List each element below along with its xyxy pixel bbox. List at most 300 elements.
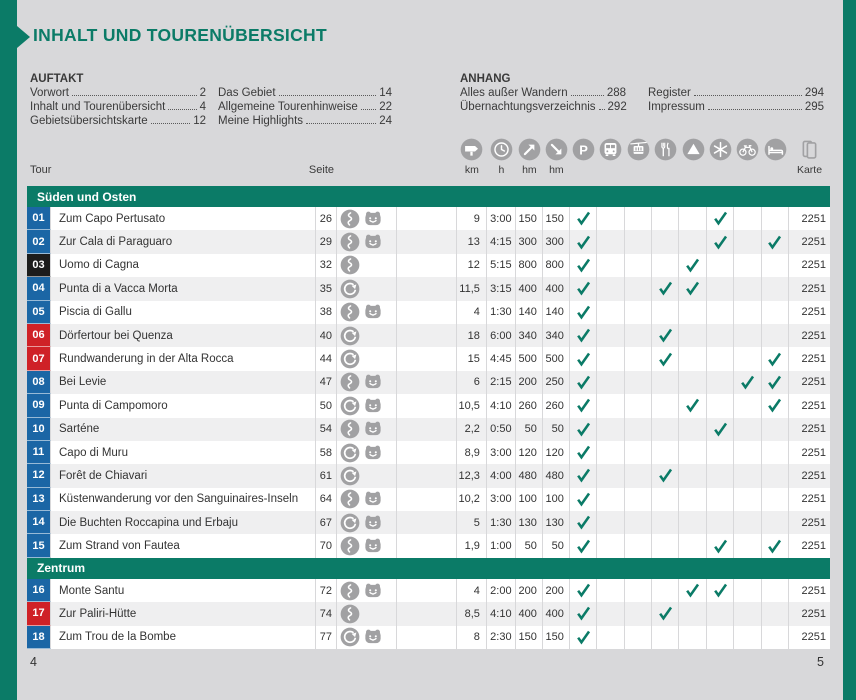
checkmark-icon <box>576 539 591 554</box>
tour-descent: 140 <box>543 301 570 324</box>
trail-route-icon <box>340 419 360 439</box>
tour-number-badge: 04 <box>27 277 51 300</box>
check-bicycle <box>734 301 761 324</box>
checkmark-icon <box>713 211 728 226</box>
check-parking <box>570 534 597 557</box>
toc-dot-leader <box>361 109 376 110</box>
check-mountain <box>679 418 706 441</box>
tour-ascent: 400 <box>516 277 543 300</box>
trail-route-icon <box>340 255 360 275</box>
family-icon <box>363 209 383 229</box>
check-mountain <box>679 277 706 300</box>
tour-map-number: 2251 <box>801 584 826 597</box>
loop-route-icon <box>340 627 360 647</box>
tour-map-number: 2251 <box>801 423 826 436</box>
tour-ascent: 100 <box>516 488 543 511</box>
arrow-up-right-icon <box>518 138 541 163</box>
check-bed <box>762 371 789 394</box>
toc-item-label: Alles außer Wandern <box>460 87 568 99</box>
table-section <box>27 186 830 558</box>
check-bus <box>597 626 624 649</box>
restaurant-icon <box>654 138 677 163</box>
tour-map-number: 2251 <box>801 306 826 319</box>
tour-ascent: 150 <box>516 626 543 649</box>
check-cable-car <box>625 602 652 625</box>
check-mountain <box>679 626 706 649</box>
check-bicycle <box>734 207 761 230</box>
column-unit-label: hm <box>522 164 537 176</box>
spacer-cell <box>397 626 457 649</box>
checkmark-icon <box>576 305 591 320</box>
checkmark-icon <box>713 235 728 250</box>
check-bus <box>597 347 624 370</box>
column-cable-car <box>625 136 652 178</box>
tour-type-icons <box>337 394 397 417</box>
tour-descent: 150 <box>543 207 570 230</box>
tour-name: Punta di Campomoro <box>51 394 316 417</box>
check-restaurant <box>652 230 679 253</box>
tour-page: 70 <box>316 534 337 557</box>
check-bus <box>597 534 624 557</box>
spacer-cell <box>397 418 457 441</box>
tour-ascent: 260 <box>516 394 543 417</box>
table-row <box>27 579 830 602</box>
tour-page: 74 <box>316 602 337 625</box>
check-mountain <box>679 371 706 394</box>
check-bus <box>597 511 624 534</box>
table-row <box>27 394 830 417</box>
loop-route-icon <box>340 513 360 533</box>
tour-km: 13 <box>457 230 487 253</box>
check-parking <box>570 626 597 649</box>
tour-descent: 340 <box>543 324 570 347</box>
column-clock <box>487 136 516 178</box>
tour-page: 40 <box>316 324 337 347</box>
check-restaurant <box>652 579 679 602</box>
toc-item <box>30 100 206 114</box>
check-bus <box>597 579 624 602</box>
tour-descent: 250 <box>543 371 570 394</box>
check-parking <box>570 464 597 487</box>
checkmark-icon <box>576 398 591 413</box>
check-bicycle <box>734 488 761 511</box>
tour-km: 12 <box>457 254 487 277</box>
check-bus <box>597 324 624 347</box>
table-row <box>27 347 830 370</box>
toc-item-page: 12 <box>193 115 206 127</box>
trail-route-icon <box>340 232 360 252</box>
toc-dot-leader <box>279 95 377 96</box>
check-restaurant <box>652 277 679 300</box>
snowflake-icon <box>709 138 732 163</box>
tour-page: 54 <box>316 418 337 441</box>
table-row <box>27 441 830 464</box>
tour-ascent: 480 <box>516 464 543 487</box>
toc-group <box>648 72 824 114</box>
tour-km: 5 <box>457 511 487 534</box>
checkmark-icon <box>740 375 755 390</box>
tour-number-badge: 06 <box>27 324 51 347</box>
tour-page: 50 <box>316 394 337 417</box>
loop-route-icon <box>340 279 360 299</box>
tour-duration: 4:15 <box>487 230 516 253</box>
check-bed <box>762 277 789 300</box>
checkmark-icon <box>576 445 591 460</box>
cable-car-icon <box>627 138 650 163</box>
toc-dot-leader <box>306 123 376 124</box>
tour-km: 15 <box>457 347 487 370</box>
checkmark-icon <box>576 328 591 343</box>
check-bicycle <box>734 230 761 253</box>
check-bed <box>762 464 789 487</box>
tour-page: 26 <box>316 207 337 230</box>
tour-name: Monte Santu <box>51 579 316 602</box>
tour-type-icons <box>337 301 397 324</box>
tour-number-badge: 17 <box>27 602 51 625</box>
family-icon <box>363 627 383 647</box>
tour-type-icons <box>337 579 397 602</box>
column-arrow-down-right <box>543 136 570 178</box>
tour-ascent: 120 <box>516 441 543 464</box>
tour-map-number: 2251 <box>801 607 826 620</box>
tour-duration: 3:00 <box>487 207 516 230</box>
check-parking <box>570 394 597 417</box>
tour-name: Die Buchten Roccapina und Erbaju <box>51 511 316 534</box>
tour-name: Zum Capo Pertusato <box>51 207 316 230</box>
table-row <box>27 207 830 230</box>
tour-descent: 50 <box>543 534 570 557</box>
svg-text:P: P <box>579 142 588 158</box>
checkmark-icon <box>576 515 591 530</box>
check-restaurant <box>652 207 679 230</box>
page-number-right: 5 <box>817 655 824 669</box>
tour-column-label: Tour <box>30 164 52 176</box>
spacer-cell <box>397 207 457 230</box>
tour-ascent: 300 <box>516 230 543 253</box>
section-title: Zentrum <box>37 561 85 576</box>
toc-item <box>648 86 824 100</box>
check-bicycle <box>734 626 761 649</box>
tour-page: 61 <box>316 464 337 487</box>
tour-descent: 500 <box>543 347 570 370</box>
toc-item-label: Allgemeine Tourenhinweise <box>218 101 358 113</box>
check-bicycle <box>734 579 761 602</box>
table-row <box>27 511 830 534</box>
tour-page: 32 <box>316 254 337 277</box>
tour-type-icons <box>337 488 397 511</box>
tour-number-badge: 01 <box>27 207 51 230</box>
check-snowflake <box>707 579 734 602</box>
check-mountain <box>679 441 706 464</box>
column-unit-label: km <box>464 164 479 176</box>
tour-type-icons <box>337 534 397 557</box>
tour-number-badge: 13 <box>27 488 51 511</box>
check-bed <box>762 418 789 441</box>
tour-page: 44 <box>316 347 337 370</box>
tour-duration: 2:15 <box>487 371 516 394</box>
check-cable-car <box>625 230 652 253</box>
family-icon <box>363 232 383 252</box>
tour-descent: 130 <box>543 511 570 534</box>
tour-map-number: 2251 <box>801 212 826 225</box>
column-mountain <box>679 136 706 178</box>
toc-dot-leader <box>168 109 196 110</box>
check-restaurant <box>652 534 679 557</box>
check-cable-car <box>625 534 652 557</box>
check-snowflake <box>707 371 734 394</box>
tour-map-number: 2251 <box>801 282 826 295</box>
tour-page: 35 <box>316 277 337 300</box>
toc-item <box>460 100 626 114</box>
trail-route-icon <box>340 372 360 392</box>
checkmark-icon <box>658 468 673 483</box>
check-parking <box>570 418 597 441</box>
tour-duration: 3:00 <box>487 441 516 464</box>
trail-route-icon <box>340 489 360 509</box>
check-bus <box>597 394 624 417</box>
check-bicycle <box>734 347 761 370</box>
tour-descent: 400 <box>543 602 570 625</box>
tour-duration: 0:50 <box>487 418 516 441</box>
toc-item-page: 14 <box>379 87 392 99</box>
toc-group-heading <box>218 72 392 86</box>
check-bicycle <box>734 602 761 625</box>
checkmark-icon <box>767 398 782 413</box>
toc-dot-leader <box>708 109 802 110</box>
toc-group-items <box>30 86 206 128</box>
table-header-icon-columns <box>457 136 830 178</box>
spacer-cell <box>397 324 457 347</box>
check-cable-car <box>625 579 652 602</box>
tour-km: 2,2 <box>457 418 487 441</box>
spacer-cell <box>397 602 457 625</box>
tour-page: 38 <box>316 301 337 324</box>
check-cable-car <box>625 254 652 277</box>
check-parking <box>570 301 597 324</box>
trail-route-icon <box>340 209 360 229</box>
check-parking <box>570 488 597 511</box>
table-row <box>27 626 830 649</box>
check-snowflake <box>707 464 734 487</box>
check-bed <box>762 579 789 602</box>
toc-group-heading: AUFTAKT <box>30 73 84 85</box>
check-bed <box>762 602 789 625</box>
tour-page: 58 <box>316 441 337 464</box>
check-bicycle <box>734 511 761 534</box>
check-bed <box>762 347 789 370</box>
tour-descent: 260 <box>543 394 570 417</box>
toc-item-page: 2 <box>199 87 206 99</box>
tour-type-icons <box>337 441 397 464</box>
checkmark-icon <box>767 539 782 554</box>
check-cable-car <box>625 418 652 441</box>
tour-ascent: 800 <box>516 254 543 277</box>
toc-group-items <box>460 86 626 114</box>
checkmark-icon <box>576 468 591 483</box>
check-mountain <box>679 464 706 487</box>
toc-item-page: 4 <box>199 101 206 113</box>
check-bed <box>762 207 789 230</box>
tour-km: 9 <box>457 207 487 230</box>
tour-type-icons <box>337 418 397 441</box>
check-snowflake <box>707 324 734 347</box>
check-bed <box>762 230 789 253</box>
tour-km: 8,9 <box>457 441 487 464</box>
tour-ascent: 400 <box>516 602 543 625</box>
check-restaurant <box>652 626 679 649</box>
tour-map-number: 2251 <box>801 329 826 342</box>
tour-duration: 6:00 <box>487 324 516 347</box>
tour-ascent: 50 <box>516 418 543 441</box>
spacer-cell <box>397 371 457 394</box>
check-bed <box>762 301 789 324</box>
table-row <box>27 254 830 277</box>
check-snowflake <box>707 230 734 253</box>
checkmark-icon <box>685 281 700 296</box>
toc-item-label: Meine Highlights <box>218 115 304 127</box>
spacer-cell <box>397 230 457 253</box>
check-snowflake <box>707 347 734 370</box>
check-snowflake <box>707 301 734 324</box>
check-parking <box>570 441 597 464</box>
toc-dot-leader <box>571 95 604 96</box>
toc-group-heading <box>648 72 824 86</box>
check-restaurant <box>652 347 679 370</box>
tour-duration: 2:00 <box>487 579 516 602</box>
check-restaurant <box>652 371 679 394</box>
toc-item-page: 22 <box>379 101 392 113</box>
table-section <box>27 558 830 649</box>
tour-duration: 3:15 <box>487 277 516 300</box>
tour-descent: 480 <box>543 464 570 487</box>
tour-type-icons <box>337 602 397 625</box>
toc-item <box>218 100 392 114</box>
tour-number-badge: 10 <box>27 418 51 441</box>
checkmark-icon <box>713 583 728 598</box>
tour-duration: 3:00 <box>487 488 516 511</box>
column-bed <box>762 136 789 178</box>
toc-group-items <box>648 86 824 114</box>
bicycle-icon <box>736 138 759 163</box>
table-row <box>27 371 830 394</box>
tour-ascent: 140 <box>516 301 543 324</box>
tour-map-number: 2251 <box>801 469 826 482</box>
check-bus <box>597 488 624 511</box>
tour-duration: 1:00 <box>487 534 516 557</box>
tour-km: 12,3 <box>457 464 487 487</box>
check-bus <box>597 301 624 324</box>
tour-type-icons <box>337 207 397 230</box>
check-bed <box>762 324 789 347</box>
table-header <box>27 136 830 178</box>
check-cable-car <box>625 464 652 487</box>
check-bed <box>762 488 789 511</box>
table-row <box>27 277 830 300</box>
toc-item-label: Übernachtungsverzeichnis <box>460 101 596 113</box>
check-cable-car <box>625 347 652 370</box>
tour-type-icons <box>337 347 397 370</box>
tour-descent: 100 <box>543 488 570 511</box>
tour-km: 1,9 <box>457 534 487 557</box>
check-bicycle <box>734 324 761 347</box>
section-title: Süden und Osten <box>37 189 137 204</box>
check-bicycle <box>734 254 761 277</box>
mountain-icon <box>682 138 705 163</box>
check-mountain <box>679 602 706 625</box>
spacer-cell <box>397 301 457 324</box>
check-restaurant <box>652 324 679 347</box>
page-number-left: 4 <box>30 655 37 669</box>
tour-name: Sarténe <box>51 418 316 441</box>
checkmark-icon <box>576 235 591 250</box>
check-parking <box>570 371 597 394</box>
column-bicycle <box>734 136 761 178</box>
check-bed <box>762 511 789 534</box>
column-map <box>789 136 830 178</box>
section-header-bar <box>27 186 830 207</box>
checkmark-icon <box>658 281 673 296</box>
check-restaurant <box>652 301 679 324</box>
check-snowflake <box>707 511 734 534</box>
check-restaurant <box>652 394 679 417</box>
table-row <box>27 230 830 253</box>
tour-name: Dörfertour bei Quenza <box>51 324 316 347</box>
checkmark-icon <box>576 211 591 226</box>
check-cable-car <box>625 626 652 649</box>
check-cable-car <box>625 511 652 534</box>
table-row <box>27 464 830 487</box>
check-mountain <box>679 207 706 230</box>
checkmark-icon <box>576 281 591 296</box>
tour-map-number: 2251 <box>801 493 826 506</box>
family-icon <box>363 489 383 509</box>
toc-item-page: 288 <box>606 87 626 99</box>
check-parking <box>570 230 597 253</box>
tour-km: 10,2 <box>457 488 487 511</box>
tour-page: 64 <box>316 488 337 511</box>
signpost-icon <box>460 138 483 163</box>
family-icon <box>363 372 383 392</box>
tour-name: Bei Levie <box>51 371 316 394</box>
tour-map-number: 2251 <box>801 353 826 366</box>
loop-route-icon <box>340 466 360 486</box>
tour-type-icons <box>337 626 397 649</box>
check-mountain <box>679 254 706 277</box>
toc-item <box>30 86 206 100</box>
check-restaurant <box>652 488 679 511</box>
toc-group <box>218 72 392 128</box>
check-mountain <box>679 230 706 253</box>
tour-km: 8,5 <box>457 602 487 625</box>
tour-name: Forêt de Chiavari <box>51 464 316 487</box>
tour-page: 47 <box>316 371 337 394</box>
tour-duration: 2:30 <box>487 626 516 649</box>
check-restaurant <box>652 464 679 487</box>
parking-icon <box>572 138 595 163</box>
spacer-cell <box>397 464 457 487</box>
toc-item-label: Vorwort <box>30 87 69 99</box>
checkmark-icon <box>713 422 728 437</box>
check-cable-car <box>625 207 652 230</box>
loop-route-icon <box>340 326 360 346</box>
tour-map-number: 2251 <box>801 631 826 644</box>
checkmark-icon <box>685 258 700 273</box>
tour-descent: 150 <box>543 626 570 649</box>
toc-item-page: 294 <box>804 87 824 99</box>
family-icon <box>363 513 383 533</box>
bus-icon <box>599 138 622 163</box>
check-mountain <box>679 347 706 370</box>
